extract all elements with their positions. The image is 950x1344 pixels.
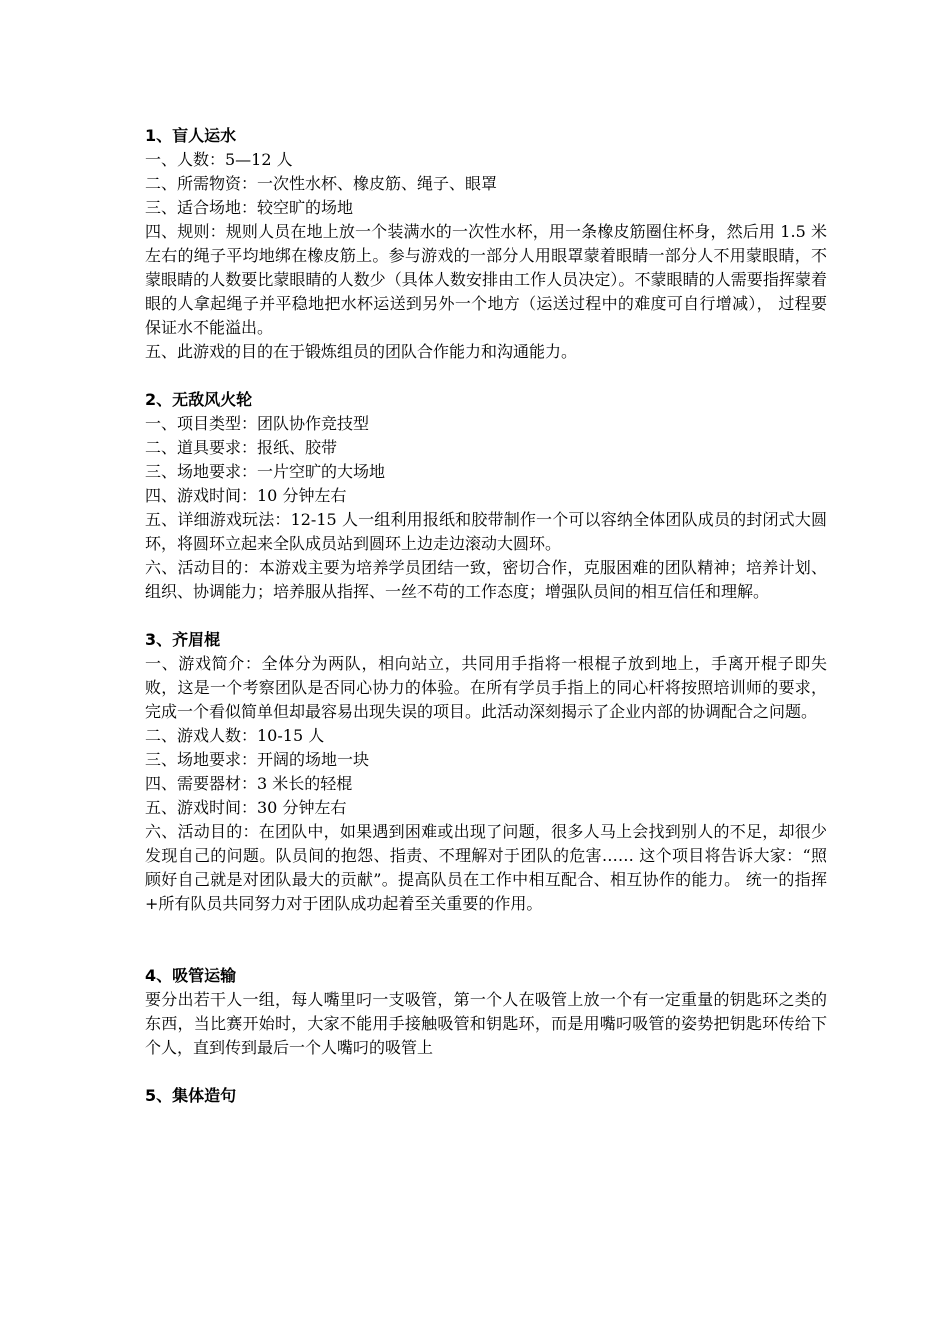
section-paragraph: 三、适合场地：较空旷的场地 <box>145 198 354 217</box>
section-heading: 2、无敌风火轮 <box>145 390 253 409</box>
section-paragraph: 一、项目类型：团队协作竞技型 <box>145 414 370 433</box>
section-paragraph: 六、活动目的：本游戏主要为培养学员团结一致，密切合作，克服困难的团队精神；培养计划、组织、协调能力；培养服从指挥、一丝不苟的工作态度；增强队员间的相互信任和理解。 <box>145 558 827 601</box>
section-paragraph: 四、游戏时间：10 分钟左右 <box>145 486 347 505</box>
section-paragraph: 三、场地要求：开阔的场地一块 <box>145 750 370 769</box>
section-group-sentence <box>145 1084 827 1108</box>
section-paragraph: 二、道具要求：报纸、胶带 <box>145 438 338 457</box>
section-paragraph: 二、游戏人数：10-15 人 <box>145 726 325 745</box>
section-eyebrow-stick <box>145 628 827 916</box>
section-straw-transport <box>145 964 827 1060</box>
section-paragraph: 要分出若干人一组，每人嘴里叼一支吸管，第一个人在吸管上放一个有一定重量的钥匙环之类的东西，当比赛开始时，大家不能用手接触吸管和钥匙环，而是用嘴叼吸管的姿势把钥匙环传给下个人，直到传到最后一个人嘴叼的吸管上 <box>145 990 827 1057</box>
section-paragraph: 三、场地要求：一片空旷的大场地 <box>145 462 386 481</box>
section-paragraph: 六、活动目的：在团队中，如果遇到困难或出现了问题，很多人马上会找到别人的不足，却很少发现自己的问题。队员间的抱怨、指责、不理解对于团队的危害…… 这个项目将告诉大家：“照顾好自己就是对团队最大的贡献”。提高队员在工作中相互配合、相互协作的能力。 统一的指挥+所有队员共同努力对于团队成功起着至关重要的作用。 <box>145 822 827 913</box>
section-paragraph: 五、此游戏的目的在于锻炼组员的团队合作能力和沟通能力。 <box>145 342 578 361</box>
section-blind-water-carry <box>145 124 827 364</box>
section-paragraph: 二、所需物资：一次性水杯、橡皮筋、绳子、眼罩 <box>145 174 498 193</box>
section-fire-wheel <box>145 388 827 604</box>
document-page <box>145 124 827 1108</box>
section-paragraph: 一、游戏简介：全体分为两队，相向站立，共同用手指将一根棍子放到地上，手离开棍子即失败，这是一个考察团队是否同心协力的体验。在所有学员手指上的同心杆将按照培训师的要求，完成一个看似简单但却最容易出现失误的项目。此活动深刻揭示了企业内部的协调配合之问题。 <box>145 654 827 721</box>
section-paragraph: 四、规则：规则人员在地上放一个装满水的一次性水杯，用一条橡皮筋圈住杯身，然后用 1.5 米左右的绳子平均地绑在橡皮筋上。参与游戏的一部分人用眼罩蒙着眼睛一部分人不用蒙眼睛，不蒙眼睛的人数要比蒙眼睛的人数少（具体人数安排由工作人员决定）。不蒙眼睛的人需要指挥蒙着眼的人拿起绳子并平稳地把水杯运送到另外一个地方（运送过程中的难度可自行增减）， 过程要保证水不能溢出。 <box>145 222 827 337</box>
section-paragraph: 四、需要器材：3 米长的轻棍 <box>145 774 353 793</box>
section-paragraph: 五、游戏时间：30 分钟左右 <box>145 798 347 817</box>
section-heading: 3、齐眉棍 <box>145 630 221 649</box>
section-paragraph: 五、详细游戏玩法：12-15 人一组利用报纸和胶带制作一个可以容纳全体团队成员的封闭式大圆环，将圆环立起来全队成员站到圆环上边走边滚动大圆环。 <box>145 510 827 553</box>
section-heading: 4、吸管运输 <box>145 966 237 985</box>
section-heading: 5、集体造句 <box>145 1086 237 1105</box>
section-paragraph: 一、人数：5—12 人 <box>145 150 293 169</box>
section-heading: 1、盲人运水 <box>145 126 237 145</box>
